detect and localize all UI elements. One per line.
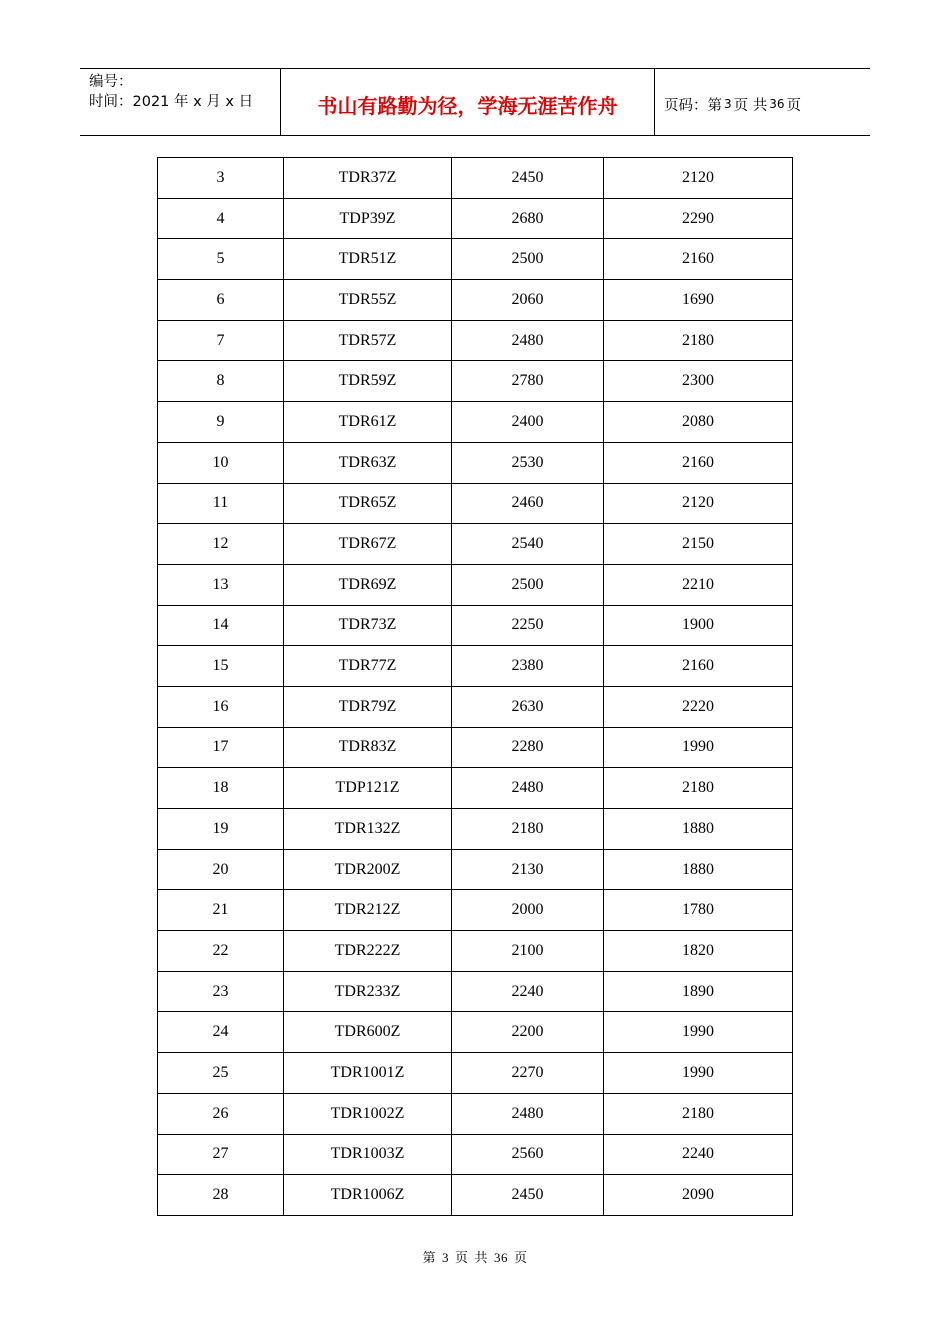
table-row <box>158 361 793 402</box>
index-cell: 26 <box>158 1093 284 1134</box>
model-cell: TDR1003Z <box>284 1134 452 1175</box>
value-b-cell: 2210 <box>604 564 793 605</box>
value-b-cell: 2160 <box>604 646 793 687</box>
table-row <box>158 402 793 443</box>
model-cell: TDR63Z <box>284 442 452 483</box>
value-a-cell: 2000 <box>452 890 604 931</box>
model-cell: TDR69Z <box>284 564 452 605</box>
value-a-cell: 2250 <box>452 605 604 646</box>
table-row <box>158 768 793 809</box>
model-cell: TDR200Z <box>284 849 452 890</box>
value-a-cell: 2460 <box>452 483 604 524</box>
value-a-cell: 2500 <box>452 564 604 605</box>
page-mid: 页 共 <box>733 97 768 114</box>
model-cell: TDR233Z <box>284 971 452 1012</box>
index-cell: 10 <box>158 442 284 483</box>
table-row <box>158 605 793 646</box>
index-cell: 7 <box>158 320 284 361</box>
table-row <box>158 564 793 605</box>
index-cell: 14 <box>158 605 284 646</box>
table-row <box>158 320 793 361</box>
table-row <box>158 971 793 1012</box>
value-b-cell: 2180 <box>604 320 793 361</box>
index-cell: 12 <box>158 524 284 565</box>
index-cell: 22 <box>158 931 284 972</box>
value-b-cell: 2160 <box>604 442 793 483</box>
value-a-cell: 2780 <box>452 361 604 402</box>
value-b-cell: 1780 <box>604 890 793 931</box>
value-a-cell: 2100 <box>452 931 604 972</box>
value-a-cell: 2480 <box>452 320 604 361</box>
page-footer <box>0 1247 950 1266</box>
model-cell: TDR55Z <box>284 280 452 321</box>
value-b-cell: 1990 <box>604 1053 793 1094</box>
index-cell: 27 <box>158 1134 284 1175</box>
model-cell: TDR222Z <box>284 931 452 972</box>
value-b-cell: 1890 <box>604 971 793 1012</box>
footer-current-page: 3 <box>441 1250 449 1265</box>
table-row <box>158 686 793 727</box>
model-cell: TDR1001Z <box>284 1053 452 1094</box>
value-b-cell: 1900 <box>604 605 793 646</box>
table-row <box>158 727 793 768</box>
table-row <box>158 280 793 321</box>
model-cell: TDR77Z <box>284 646 452 687</box>
value-b-cell: 2240 <box>604 1134 793 1175</box>
page-header <box>80 68 870 136</box>
data-table <box>157 157 793 1216</box>
index-cell: 25 <box>158 1053 284 1094</box>
value-a-cell: 2500 <box>452 239 604 280</box>
index-cell: 23 <box>158 971 284 1012</box>
index-cell: 5 <box>158 239 284 280</box>
footer-ye2: 页 <box>514 1250 528 1265</box>
model-cell: TDR37Z <box>284 158 452 199</box>
page-total-number: 36 <box>769 97 785 111</box>
value-a-cell: 2060 <box>452 280 604 321</box>
model-cell: TDR1002Z <box>284 1093 452 1134</box>
value-a-cell: 2130 <box>452 849 604 890</box>
index-cell: 15 <box>158 646 284 687</box>
table-row <box>158 442 793 483</box>
table-row <box>158 524 793 565</box>
model-cell: TDR61Z <box>284 402 452 443</box>
model-cell: TDR57Z <box>284 320 452 361</box>
header-meta <box>80 69 281 135</box>
model-cell: TDR212Z <box>284 890 452 931</box>
value-b-cell: 2290 <box>604 198 793 239</box>
header-motto: 书山有路勤为径，学海无涯苦作舟 <box>281 69 655 135</box>
page-prefix: 页码：第 <box>664 97 722 114</box>
model-cell: TDR600Z <box>284 1012 452 1053</box>
value-a-cell: 2270 <box>452 1053 604 1094</box>
value-b-cell: 2150 <box>604 524 793 565</box>
index-cell: 13 <box>158 564 284 605</box>
model-cell: TDR83Z <box>284 727 452 768</box>
model-cell: TDR67Z <box>284 524 452 565</box>
model-cell: TDR1006Z <box>284 1175 452 1216</box>
footer-di: 第 <box>422 1250 436 1265</box>
index-cell: 4 <box>158 198 284 239</box>
value-a-cell: 2180 <box>452 809 604 850</box>
value-a-cell: 2240 <box>452 971 604 1012</box>
model-cell: TDP39Z <box>284 198 452 239</box>
document-number-label: 编号： <box>89 74 133 90</box>
value-b-cell: 2120 <box>604 158 793 199</box>
model-cell: TDR51Z <box>284 239 452 280</box>
value-b-cell: 1880 <box>604 809 793 850</box>
value-a-cell: 2540 <box>452 524 604 565</box>
model-cell: TDR79Z <box>284 686 452 727</box>
value-a-cell: 2280 <box>452 727 604 768</box>
table-row <box>158 1093 793 1134</box>
footer-total-pages: 36 <box>494 1250 509 1265</box>
model-cell: TDP121Z <box>284 768 452 809</box>
table-body <box>158 158 793 1216</box>
page-suffix: 页 <box>786 97 802 114</box>
value-b-cell: 1880 <box>604 849 793 890</box>
model-cell: TDR59Z <box>284 361 452 402</box>
index-cell: 6 <box>158 280 284 321</box>
model-cell: TDR132Z <box>284 809 452 850</box>
table-row <box>158 1012 793 1053</box>
table-row <box>158 239 793 280</box>
table-row <box>158 809 793 850</box>
index-cell: 9 <box>158 402 284 443</box>
value-b-cell: 2090 <box>604 1175 793 1216</box>
model-cell: TDR73Z <box>284 605 452 646</box>
value-a-cell: 2480 <box>452 1093 604 1134</box>
model-cell: TDR65Z <box>284 483 452 524</box>
table-row <box>158 158 793 199</box>
value-b-cell: 2220 <box>604 686 793 727</box>
value-b-cell: 2180 <box>604 768 793 809</box>
value-a-cell: 2680 <box>452 198 604 239</box>
header-page-info <box>655 69 870 135</box>
table-row <box>158 1053 793 1094</box>
index-cell: 18 <box>158 768 284 809</box>
value-b-cell: 1690 <box>604 280 793 321</box>
table-row <box>158 483 793 524</box>
value-a-cell: 2450 <box>452 1175 604 1216</box>
value-a-cell: 2450 <box>452 158 604 199</box>
value-b-cell: 2300 <box>604 361 793 402</box>
value-b-cell: 2180 <box>604 1093 793 1134</box>
value-a-cell: 2630 <box>452 686 604 727</box>
value-a-cell: 2400 <box>452 402 604 443</box>
footer-gong: 共 <box>474 1250 489 1265</box>
table-row <box>158 890 793 931</box>
value-a-cell: 2380 <box>452 646 604 687</box>
table-row <box>158 1175 793 1216</box>
index-cell: 21 <box>158 890 284 931</box>
value-b-cell: 2080 <box>604 402 793 443</box>
value-a-cell: 2560 <box>452 1134 604 1175</box>
index-cell: 11 <box>158 483 284 524</box>
index-cell: 17 <box>158 727 284 768</box>
table-row <box>158 198 793 239</box>
document-time-label: 时间：2021 年 x 月 x 日 <box>89 94 254 110</box>
value-b-cell: 2120 <box>604 483 793 524</box>
table-row <box>158 1134 793 1175</box>
table-row <box>158 849 793 890</box>
index-cell: 3 <box>158 158 284 199</box>
value-a-cell: 2480 <box>452 768 604 809</box>
index-cell: 19 <box>158 809 284 850</box>
index-cell: 20 <box>158 849 284 890</box>
index-cell: 8 <box>158 361 284 402</box>
value-b-cell: 1990 <box>604 1012 793 1053</box>
index-cell: 24 <box>158 1012 284 1053</box>
value-a-cell: 2200 <box>452 1012 604 1053</box>
value-b-cell: 1820 <box>604 931 793 972</box>
value-b-cell: 1990 <box>604 727 793 768</box>
index-cell: 16 <box>158 686 284 727</box>
value-a-cell: 2530 <box>452 442 604 483</box>
footer-ye: 页 <box>454 1250 469 1265</box>
page-current-number: 3 <box>724 97 732 111</box>
value-b-cell: 2160 <box>604 239 793 280</box>
table-row <box>158 646 793 687</box>
index-cell: 28 <box>158 1175 284 1216</box>
table-row <box>158 931 793 972</box>
